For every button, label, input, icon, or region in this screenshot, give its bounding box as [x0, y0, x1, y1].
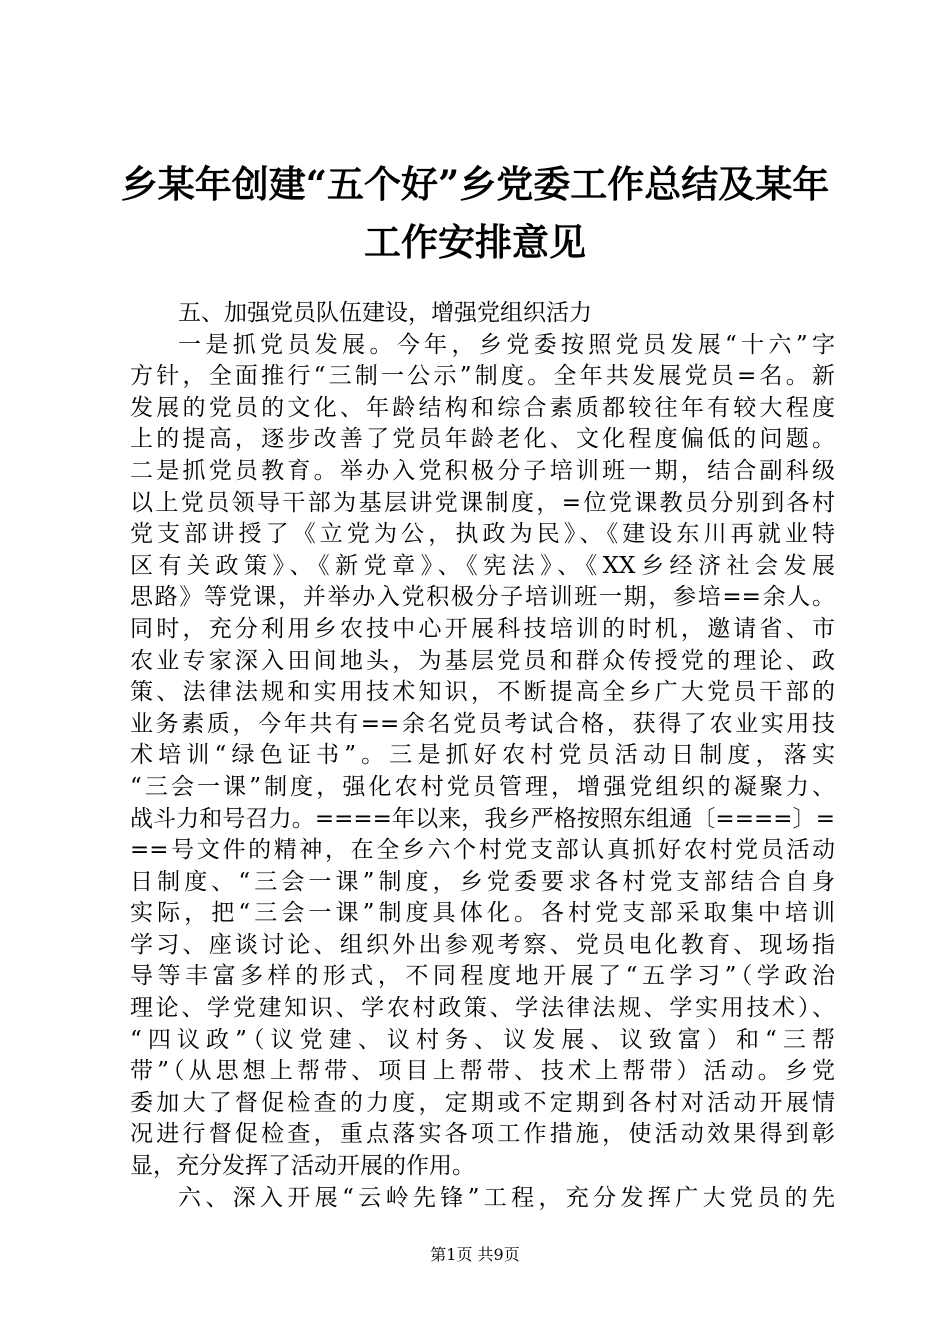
- body-text-line: 上的提高，逐步改善了党员年龄老化、文化程度偏低的问题。: [130, 426, 835, 453]
- body-text-line: 农业专家深入田间地头，为基层党员和群众传授党的理论、政: [130, 647, 835, 674]
- body-text-line: 业务素质，今年共有==余名党员考试合格，获得了农业实用技: [130, 710, 835, 737]
- body-text-line: “三会一课”制度，强化农村党员管理，增强党组织的凝聚力、: [130, 773, 835, 800]
- body-text-line: 同时，充分利用乡农技中心开展科技培训的时机，邀请省、市: [130, 615, 835, 642]
- body-text-line: 以上党员领导干部为基层讲党课制度，=位党课教员分别到各村: [130, 489, 835, 516]
- body-text-line: 思路》等党课，并举办入党积极分子培训班一期，参培==余人。: [130, 584, 835, 611]
- body-text-line: 发展的党员的文化、年龄结构和综合素质都较往年有较大程度: [130, 394, 835, 421]
- document-title-line-1: 乡某年创建“五个好”乡党委工作总结及某年: [120, 162, 830, 206]
- body-text-line: 况进行督促检查，重点落实各项工作措施，使活动效果得到彰: [130, 1121, 835, 1148]
- body-text-line: 二是抓党员教育。举办入党积极分子培训班一期，结合副科级: [130, 457, 835, 484]
- body-text-line: 党支部讲授了《立党为公，执政为民》、《建设东川再就业特: [130, 521, 835, 548]
- body-text-line: 学习、座谈讨论、组织外出参观考察、党员电化教育、现场指: [130, 931, 835, 958]
- body-text-line: 区有关政策》、《新党章》、《宪法》、《XX乡经济社会发展: [130, 552, 835, 579]
- body-text-line: 一是抓党员发展。今年，乡党委按照党员发展“十六”字: [178, 331, 835, 358]
- body-text-line: 方针，全面推行“三制一公示”制度。全年共发展党员=名。新: [130, 363, 835, 390]
- body-text-line: 实际，把“三会一课”制度具体化。各村党支部采取集中培训: [130, 900, 835, 927]
- body-text-line: “四议政”（议党建、议村务、议发展、议致富）和“三帮: [130, 1026, 835, 1053]
- body-text-line: ==号文件的精神，在全乡六个村党支部认真抓好农村党员活动: [130, 837, 835, 864]
- body-text-line: 显，充分发挥了活动开展的作用。: [130, 1153, 475, 1180]
- body-text-line: 六、深入开展“云岭先锋”工程，充分发挥广大党员的先: [178, 1184, 835, 1211]
- page-footer: 第1页 共9页: [430, 1245, 520, 1264]
- body-text-line: 日制度、“三会一课”制度，乡党委要求各村党支部结合自身: [130, 868, 835, 895]
- body-text-line: 带”（从思想上帮带、项目上帮带、技术上帮带）活动。乡党: [130, 1058, 835, 1085]
- body-text-line: 五、加强党员队伍建设，增强党组织活力: [178, 300, 592, 326]
- body-text-line: 术培训“绿色证书”。三是抓好农村党员活动日制度，落实: [130, 742, 835, 769]
- body-text-line: 委加大了督促检查的力度，定期或不定期到各村对活动开展情: [130, 1089, 835, 1116]
- document-title-line-2: 工作安排意见: [364, 220, 586, 264]
- body-text-line: 策、法律法规和实用技术知识，不断提高全乡广大党员干部的: [130, 679, 835, 706]
- body-text-line: 理论、学党建知识、学农村政策、学法律法规、学实用技术）、: [130, 995, 835, 1022]
- body-text-line: 导等丰富多样的形式，不同程度地开展了“五学习”（学政治: [130, 963, 835, 990]
- body-text-line: 战斗力和号召力。====年以来，我乡严格按照东组通〔====〕=: [130, 805, 835, 832]
- document-body: [130, 298, 835, 1214]
